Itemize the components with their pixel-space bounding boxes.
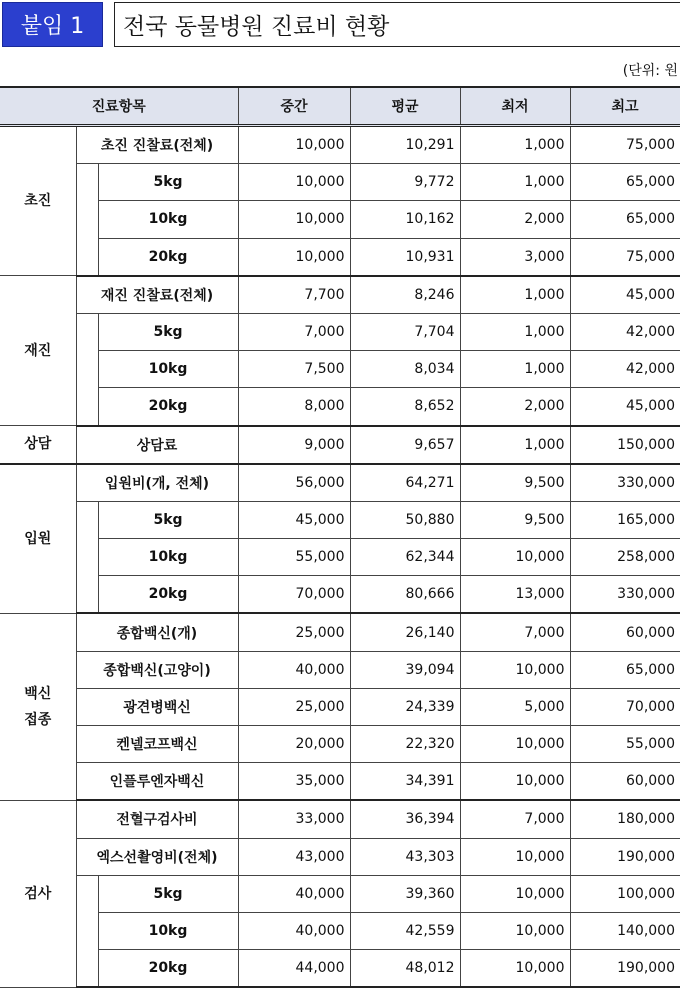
median-cell: 40,000 <box>238 875 350 912</box>
unit-label: (단위: 원 <box>622 63 678 79</box>
median-cell: 8,000 <box>238 388 350 426</box>
item-cell: 10kg <box>98 539 238 576</box>
appendix-tag: 붙임 1 <box>2 2 103 47</box>
min-cell: 7,000 <box>460 800 570 838</box>
min-cell: 9,500 <box>460 464 570 502</box>
header-item: 진료항목 <box>0 87 238 126</box>
item-cell: 종합백신(고양이) <box>76 651 238 688</box>
max-cell: 45,000 <box>570 388 680 426</box>
indent-cell <box>76 950 98 988</box>
mean-cell: 62,344 <box>350 539 460 576</box>
mean-cell: 10,931 <box>350 238 460 276</box>
median-cell: 44,000 <box>238 950 350 988</box>
median-cell: 10,000 <box>238 126 350 164</box>
median-cell: 56,000 <box>238 464 350 502</box>
header-median: 중간 <box>238 87 350 126</box>
max-cell: 330,000 <box>570 576 680 614</box>
median-cell: 25,000 <box>238 688 350 725</box>
category-cell: 재진 <box>0 276 76 426</box>
min-cell: 5,000 <box>460 688 570 725</box>
min-cell: 10,000 <box>460 726 570 763</box>
table-row <box>0 838 680 875</box>
indent-cell <box>76 576 98 614</box>
table-row <box>0 426 680 464</box>
max-cell: 258,000 <box>570 539 680 576</box>
max-cell: 60,000 <box>570 763 680 801</box>
mean-cell: 9,657 <box>350 426 460 464</box>
min-cell: 13,000 <box>460 576 570 614</box>
category-cell: 초진 <box>0 126 76 276</box>
indent-cell <box>76 388 98 426</box>
max-cell: 330,000 <box>570 464 680 502</box>
median-cell: 33,000 <box>238 800 350 838</box>
item-cell: 초진 진찰료(전체) <box>76 126 238 164</box>
table-row <box>0 313 680 350</box>
item-cell: 20kg <box>98 388 238 426</box>
header-min: 최저 <box>460 87 570 126</box>
mean-cell: 10,291 <box>350 126 460 164</box>
mean-cell: 8,246 <box>350 276 460 314</box>
mean-cell: 43,303 <box>350 838 460 875</box>
median-cell: 43,000 <box>238 838 350 875</box>
table-row <box>0 613 680 651</box>
indent-cell <box>76 313 98 350</box>
median-cell: 45,000 <box>238 501 350 538</box>
min-cell: 1,000 <box>460 426 570 464</box>
max-cell: 70,000 <box>570 688 680 725</box>
item-cell: 5kg <box>98 501 238 538</box>
median-cell: 7,000 <box>238 313 350 350</box>
max-cell: 150,000 <box>570 426 680 464</box>
table-row <box>0 576 680 614</box>
header-max: 최고 <box>570 87 680 126</box>
table-row <box>0 464 680 502</box>
item-cell: 입원비(개, 전체) <box>76 464 238 502</box>
table-row <box>0 651 680 688</box>
median-cell: 7,700 <box>238 276 350 314</box>
max-cell: 45,000 <box>570 276 680 314</box>
min-cell: 9,500 <box>460 501 570 538</box>
min-cell: 1,000 <box>460 276 570 314</box>
item-cell: 10kg <box>98 201 238 238</box>
fee-table <box>0 86 680 988</box>
indent-cell <box>76 238 98 276</box>
median-cell: 20,000 <box>238 726 350 763</box>
item-cell: 상담료 <box>76 426 238 464</box>
max-cell: 65,000 <box>570 201 680 238</box>
table-row <box>0 201 680 238</box>
table-row <box>0 726 680 763</box>
table-row <box>0 126 680 164</box>
median-cell: 25,000 <box>238 613 350 651</box>
mean-cell: 50,880 <box>350 501 460 538</box>
mean-cell: 26,140 <box>350 613 460 651</box>
table-row <box>0 388 680 426</box>
mean-cell: 7,704 <box>350 313 460 350</box>
table-row <box>0 800 680 838</box>
item-cell: 10kg <box>98 351 238 388</box>
max-cell: 75,000 <box>570 126 680 164</box>
item-cell: 광견병백신 <box>76 688 238 725</box>
table-header-row <box>0 87 680 126</box>
indent-cell <box>76 351 98 388</box>
mean-cell: 34,391 <box>350 763 460 801</box>
indent-cell <box>76 201 98 238</box>
item-cell: 재진 진찰료(전체) <box>76 276 238 314</box>
max-cell: 42,000 <box>570 313 680 350</box>
min-cell: 1,000 <box>460 164 570 201</box>
mean-cell: 10,162 <box>350 201 460 238</box>
category-cell: 검사 <box>0 800 76 987</box>
max-cell: 60,000 <box>570 613 680 651</box>
table-row <box>0 688 680 725</box>
table-row <box>0 912 680 949</box>
min-cell: 10,000 <box>460 912 570 949</box>
item-cell: 엑스선촬영비(전체) <box>76 838 238 875</box>
indent-cell <box>76 501 98 538</box>
mean-cell: 64,271 <box>350 464 460 502</box>
min-cell: 10,000 <box>460 763 570 801</box>
item-cell: 20kg <box>98 576 238 614</box>
median-cell: 55,000 <box>238 539 350 576</box>
mean-cell: 36,394 <box>350 800 460 838</box>
min-cell: 10,000 <box>460 651 570 688</box>
max-cell: 65,000 <box>570 651 680 688</box>
median-cell: 10,000 <box>238 164 350 201</box>
mean-cell: 8,652 <box>350 388 460 426</box>
item-cell: 20kg <box>98 950 238 988</box>
item-cell: 5kg <box>98 875 238 912</box>
max-cell: 42,000 <box>570 351 680 388</box>
indent-cell <box>76 875 98 912</box>
table-row <box>0 875 680 912</box>
min-cell: 1,000 <box>460 126 570 164</box>
table-row <box>0 950 680 988</box>
table-row <box>0 501 680 538</box>
table-row <box>0 351 680 388</box>
median-cell: 10,000 <box>238 238 350 276</box>
max-cell: 100,000 <box>570 875 680 912</box>
item-cell: 종합백신(개) <box>76 613 238 651</box>
min-cell: 2,000 <box>460 388 570 426</box>
max-cell: 65,000 <box>570 164 680 201</box>
table-row <box>0 539 680 576</box>
median-cell: 10,000 <box>238 201 350 238</box>
min-cell: 10,000 <box>460 875 570 912</box>
indent-cell <box>76 912 98 949</box>
table-row <box>0 164 680 201</box>
min-cell: 3,000 <box>460 238 570 276</box>
min-cell: 10,000 <box>460 539 570 576</box>
document-title: 전국 동물병원 진료비 현황 <box>114 2 680 47</box>
max-cell: 140,000 <box>570 912 680 949</box>
max-cell: 190,000 <box>570 950 680 988</box>
mean-cell: 39,094 <box>350 651 460 688</box>
min-cell: 10,000 <box>460 838 570 875</box>
min-cell: 1,000 <box>460 351 570 388</box>
item-cell: 20kg <box>98 238 238 276</box>
median-cell: 9,000 <box>238 426 350 464</box>
table-body <box>0 126 680 988</box>
median-cell: 35,000 <box>238 763 350 801</box>
mean-cell: 24,339 <box>350 688 460 725</box>
indent-cell <box>76 164 98 201</box>
median-cell: 7,500 <box>238 351 350 388</box>
min-cell: 10,000 <box>460 950 570 988</box>
item-cell: 10kg <box>98 912 238 949</box>
median-cell: 70,000 <box>238 576 350 614</box>
item-cell: 켄넬코프백신 <box>76 726 238 763</box>
table-row <box>0 238 680 276</box>
category-cell: 상담 <box>0 426 76 464</box>
item-cell: 전혈구검사비 <box>76 800 238 838</box>
min-cell: 1,000 <box>460 313 570 350</box>
max-cell: 165,000 <box>570 501 680 538</box>
max-cell: 190,000 <box>570 838 680 875</box>
mean-cell: 8,034 <box>350 351 460 388</box>
mean-cell: 9,772 <box>350 164 460 201</box>
indent-cell <box>76 539 98 576</box>
median-cell: 40,000 <box>238 651 350 688</box>
category-cell: 백신 접종 <box>0 613 76 800</box>
mean-cell: 22,320 <box>350 726 460 763</box>
item-cell: 5kg <box>98 313 238 350</box>
mean-cell: 80,666 <box>350 576 460 614</box>
max-cell: 75,000 <box>570 238 680 276</box>
item-cell: 5kg <box>98 164 238 201</box>
max-cell: 180,000 <box>570 800 680 838</box>
table-row <box>0 276 680 314</box>
mean-cell: 39,360 <box>350 875 460 912</box>
mean-cell: 48,012 <box>350 950 460 988</box>
min-cell: 2,000 <box>460 201 570 238</box>
median-cell: 40,000 <box>238 912 350 949</box>
table-row <box>0 763 680 801</box>
header-mean: 평균 <box>350 87 460 126</box>
mean-cell: 42,559 <box>350 912 460 949</box>
max-cell: 55,000 <box>570 726 680 763</box>
min-cell: 7,000 <box>460 613 570 651</box>
item-cell: 인플루엔자백신 <box>76 763 238 801</box>
category-cell: 입원 <box>0 464 76 614</box>
